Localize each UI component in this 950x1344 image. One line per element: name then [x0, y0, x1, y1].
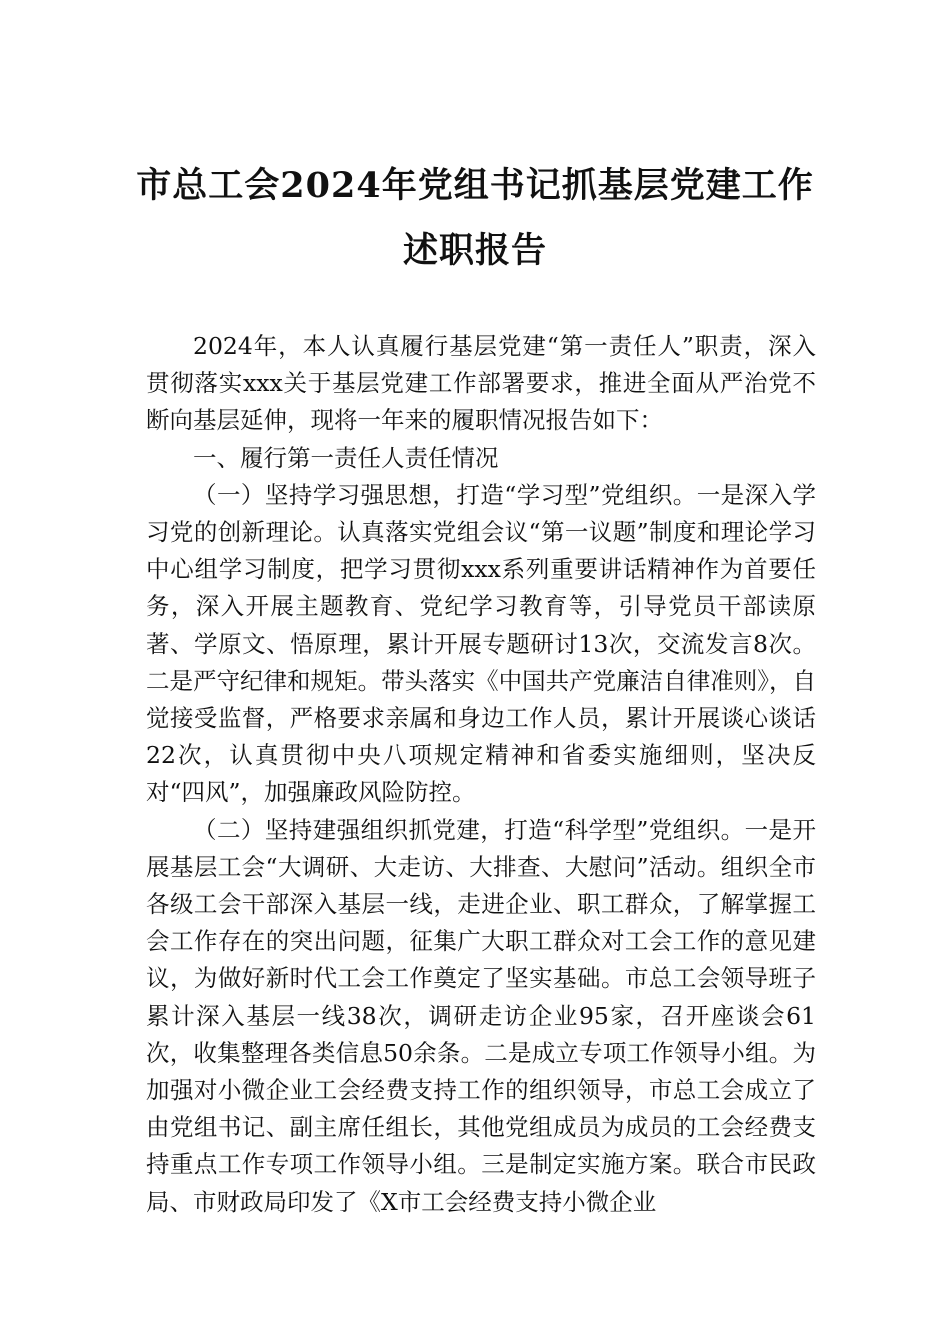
document-title-line-2: 述职报告 — [402, 230, 547, 271]
document-title-line-1: 市总工会2024年党组书记抓基层党建工作 — [136, 165, 814, 206]
subsection-paragraph-1: （一）坚持学习强思想，打造“学习型”党组织。一是深入学习党的创新理论。认真落实党组会议“第一议题”制度和理论学习中心组学习制度，把学习贯彻xxx系列重要讲话精神作为首要任务，深入开展主题教育、党纪学习教育等，引导党员干部读原著、学原文、悟原理，累计开展专题研讨13次，交流发言8次。二是严守纪律和规矩。带头落实《中国共产党廉洁自律准则》，自觉接受监督，严格要求亲属和身边工作人员，累计开展谈心谈话22次，认真贯彻中央八项规定精神和省委实施细则，坚决反对“四风”，加强廉政风险防控。 — [146, 480, 816, 807]
section-heading: 一、履行第一责任人责任情况 — [193, 443, 499, 472]
intro-paragraph: 2024年，本人认真履行基层党建“第一责任人”职责，深入贯彻落实xxx关于基层党建工作部署要求，推进全面从严治党不断向基层延伸，现将一年来的履职情况报告如下： — [146, 332, 816, 435]
subsection-paragraph-2: （二）坚持建强组织抓党建，打造“科学型”党组织。一是开展基层工会“大调研、大走访、大排查、大慰问”活动。组织全市各级工会干部深入基层一线，走进企业、职工群众，了解掌握工会工作存在的突出问题，征集广大职工群众对工会工作的意见建议，为做好新时代工会工作奠定了坚实基础。市总工会领导班子累计深入基层一线38次，调研走访企业95家，召开座谈会61次，收集整理各类信息50余条。二是成立专项工作领导小组。为加强对小微企业工会经费支持工作的组织领导，市总工会成立了由党组书记、副主席任组长，其他党组成员为成员的工会经费支持重点工作专项工作领导小组。三是制定实施方案。联合市民政局、市财政局印发了《X市工会经费支持小微企业 — [146, 815, 816, 1216]
document-body — [146, 328, 816, 1221]
